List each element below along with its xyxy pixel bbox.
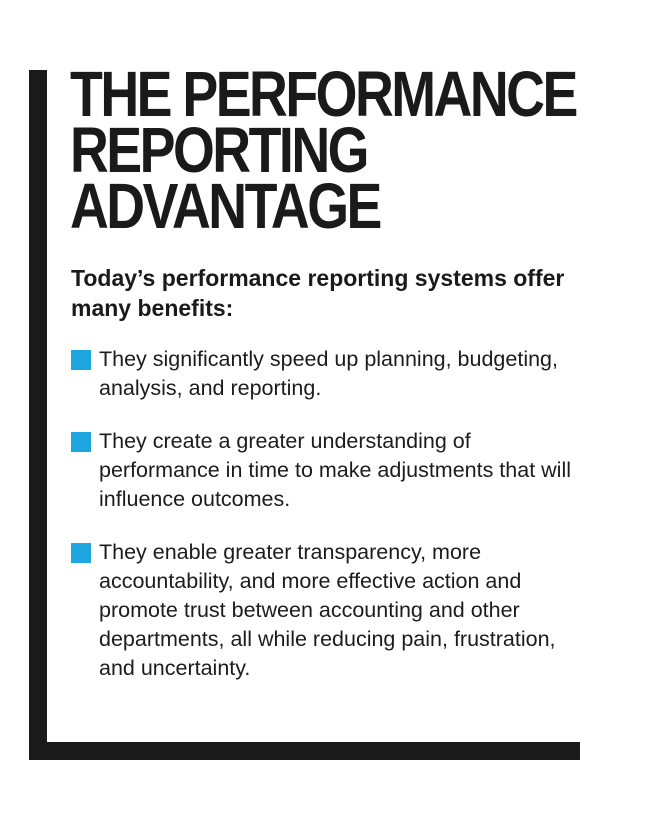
intro-text: Today’s performance reporting systems offer many benefits: [71,265,565,321]
benefit-item [71,345,591,403]
title-line: THE PERFORMANCE [70,58,576,130]
frame-bottom-bar [29,742,580,760]
title-line: REPORTING [70,114,367,186]
benefit-text: They create a greater understanding of performance in time to make adjustments that will influence outcomes. [99,429,572,511]
title-line: ADVANTAGE [70,170,380,242]
square-bullet-icon [71,432,91,452]
benefit-list [71,345,591,707]
square-bullet-icon [71,543,91,563]
benefit-item [71,427,591,514]
frame-left-bar [29,70,47,760]
page-title [70,58,576,242]
benefit-item [71,538,591,683]
benefit-text: They enable greater transparency, more accountability, and more effective action and promote trust between accounting and other departments, all while reducing pain, frustration, and uncertainty. [99,540,556,680]
square-bullet-icon [71,350,91,370]
benefit-text: They significantly speed up planning, budgeting, analysis, and reporting. [99,347,558,400]
